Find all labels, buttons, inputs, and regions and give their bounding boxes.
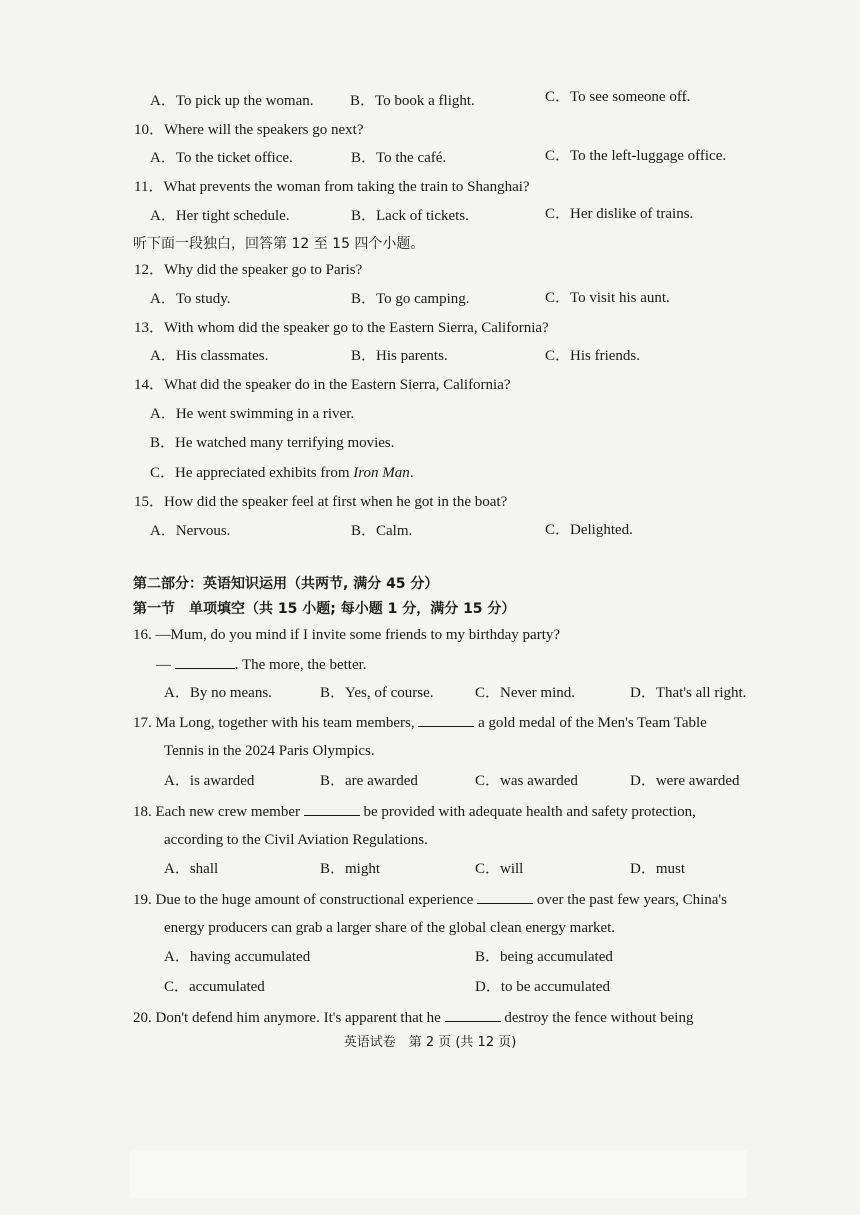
q17-option-b: B．are awarded [320, 773, 418, 789]
q17-stem [133, 712, 707, 733]
q10-option-c: C．To the left-luggage office. [545, 148, 727, 164]
q19-option-c: C．accumulated [164, 979, 265, 995]
q14-option-b: B．He watched many terrifying movies. [150, 435, 395, 451]
q19-option-b: B．being accumulated [475, 949, 613, 965]
q18-stem [133, 801, 696, 822]
part2-title: 第二部分：英语知识运用（共两节, 满分 45 分） [133, 576, 439, 592]
q13-stem: 13．With whom did the speaker go to the Eastern Sierra, California? [134, 320, 549, 336]
q14-option-c-text: C．He appreciated exhibits from [150, 465, 354, 481]
q11-stem: 11．What prevents the woman from taking the train to Shanghai? [134, 179, 530, 195]
q16-option-c: C．Never mind. [475, 685, 575, 701]
q14-option-c [150, 463, 414, 483]
q17-option-d: D．were awarded [630, 773, 740, 789]
q19-option-d: D．to be accumulated [475, 979, 610, 995]
q20-stem [133, 1007, 693, 1028]
q15-option-c: C．Delighted. [545, 522, 633, 538]
q11-option-c: C．Her dislike of trains. [545, 206, 694, 222]
q9-option-b: B．To book a flight. [350, 93, 475, 109]
q20-stem-start: 20. Don't defend him anymore. It's apparent that he [133, 1010, 445, 1026]
q14-stem: 14．What did the speaker do in the Eastern Sierra, California? [134, 377, 511, 393]
q12-stem: 12．Why did the speaker go to Paris? [134, 262, 363, 278]
q16-option-b: B．Yes, of course. [320, 685, 434, 701]
q13-option-a: A．His classmates. [150, 348, 269, 364]
q11-option-b: B．Lack of tickets. [351, 208, 469, 224]
q11-option-a: A．Her tight schedule. [150, 208, 290, 224]
q10-option-a: A．To the ticket office. [150, 150, 293, 166]
q10-option-b: B．To the café. [351, 150, 447, 166]
q19-stem-end: over the past few years, China's [533, 892, 727, 908]
q10-stem: 10．Where will the speakers go next? [134, 122, 364, 138]
q16-option-d: D．That's all right. [630, 685, 747, 701]
q17-stem-line2: Tennis in the 2024 Paris Olympics. [164, 743, 375, 759]
q17-stem-end: a gold medal of the Men's Team Table [474, 715, 707, 731]
q20-stem-end: destroy the fence without being [500, 1010, 694, 1026]
q17-option-c: C．was awarded [475, 773, 578, 789]
q12-option-b: B．To go camping. [351, 291, 470, 307]
q19-option-a: A．having accumulated [164, 949, 311, 965]
q19-stem-start: 19. Due to the huge amount of constructional experience [133, 892, 478, 908]
q12-option-a: A．To study. [150, 291, 231, 307]
page-footer: 英语试卷 第 2 页 (共 12 页) [343, 1035, 517, 1050]
instruction-12-15: 听下面一段独白，回答第 12 至 15 四个小题。 [133, 236, 425, 252]
q16-stem: 16. —Mum, do you mind if I invite some friends to my birthday party? [133, 627, 561, 643]
section1-title: 第一节 单项填空（共 15 小题; 每小题 1 分，满分 15 分） [133, 601, 516, 617]
q15-stem: 15．How did the speaker feel at first when he got in the boat? [134, 494, 508, 510]
q9-option-a: A．To pick up the woman. [150, 93, 314, 109]
q20-blank [445, 1007, 501, 1022]
q18-option-a: A．shall [164, 861, 219, 877]
q18-blank [304, 801, 360, 816]
q18-option-b: B．might [320, 861, 381, 877]
q16-reply-text: . The more, the better. [234, 657, 367, 673]
q16-blank [175, 654, 235, 669]
q16-option-a: A．By no means. [164, 685, 272, 701]
q14-option-a: A．He went swimming in a river. [150, 406, 355, 422]
q17-option-a: A．is awarded [164, 773, 255, 789]
scan-margin-band [130, 1150, 747, 1198]
q19-stem-line2: energy producers can grab a larger share of the global clean energy market. [164, 920, 616, 936]
q15-option-a: A．Nervous. [150, 523, 231, 539]
q9-option-c: C．To see someone off. [545, 89, 691, 105]
q18-stem-start: 18. Each new crew member [133, 804, 304, 820]
q12-option-c: C．To visit his aunt. [545, 290, 670, 306]
q14-option-c-end: . [409, 465, 414, 481]
q13-option-c: C．His friends. [545, 348, 640, 364]
q18-stem-end: be provided with adequate health and safety protection, [359, 804, 696, 820]
q19-stem [133, 889, 727, 910]
q19-blank [477, 889, 533, 904]
q18-stem-line2: according to the Civil Aviation Regulations. [164, 832, 428, 848]
q15-option-b: B．Calm. [351, 523, 413, 539]
q13-option-b: B．His parents. [351, 348, 448, 364]
q17-blank [418, 712, 474, 727]
q16-reply-dash: — [156, 657, 171, 673]
q18-option-c: C．will [475, 861, 524, 877]
q17-stem-start: 17. Ma Long, together with his team members, [133, 715, 419, 731]
q16-reply [156, 654, 367, 675]
q14-option-c-italic: Iron Man [353, 465, 410, 481]
q18-option-d: D．must [630, 861, 686, 877]
